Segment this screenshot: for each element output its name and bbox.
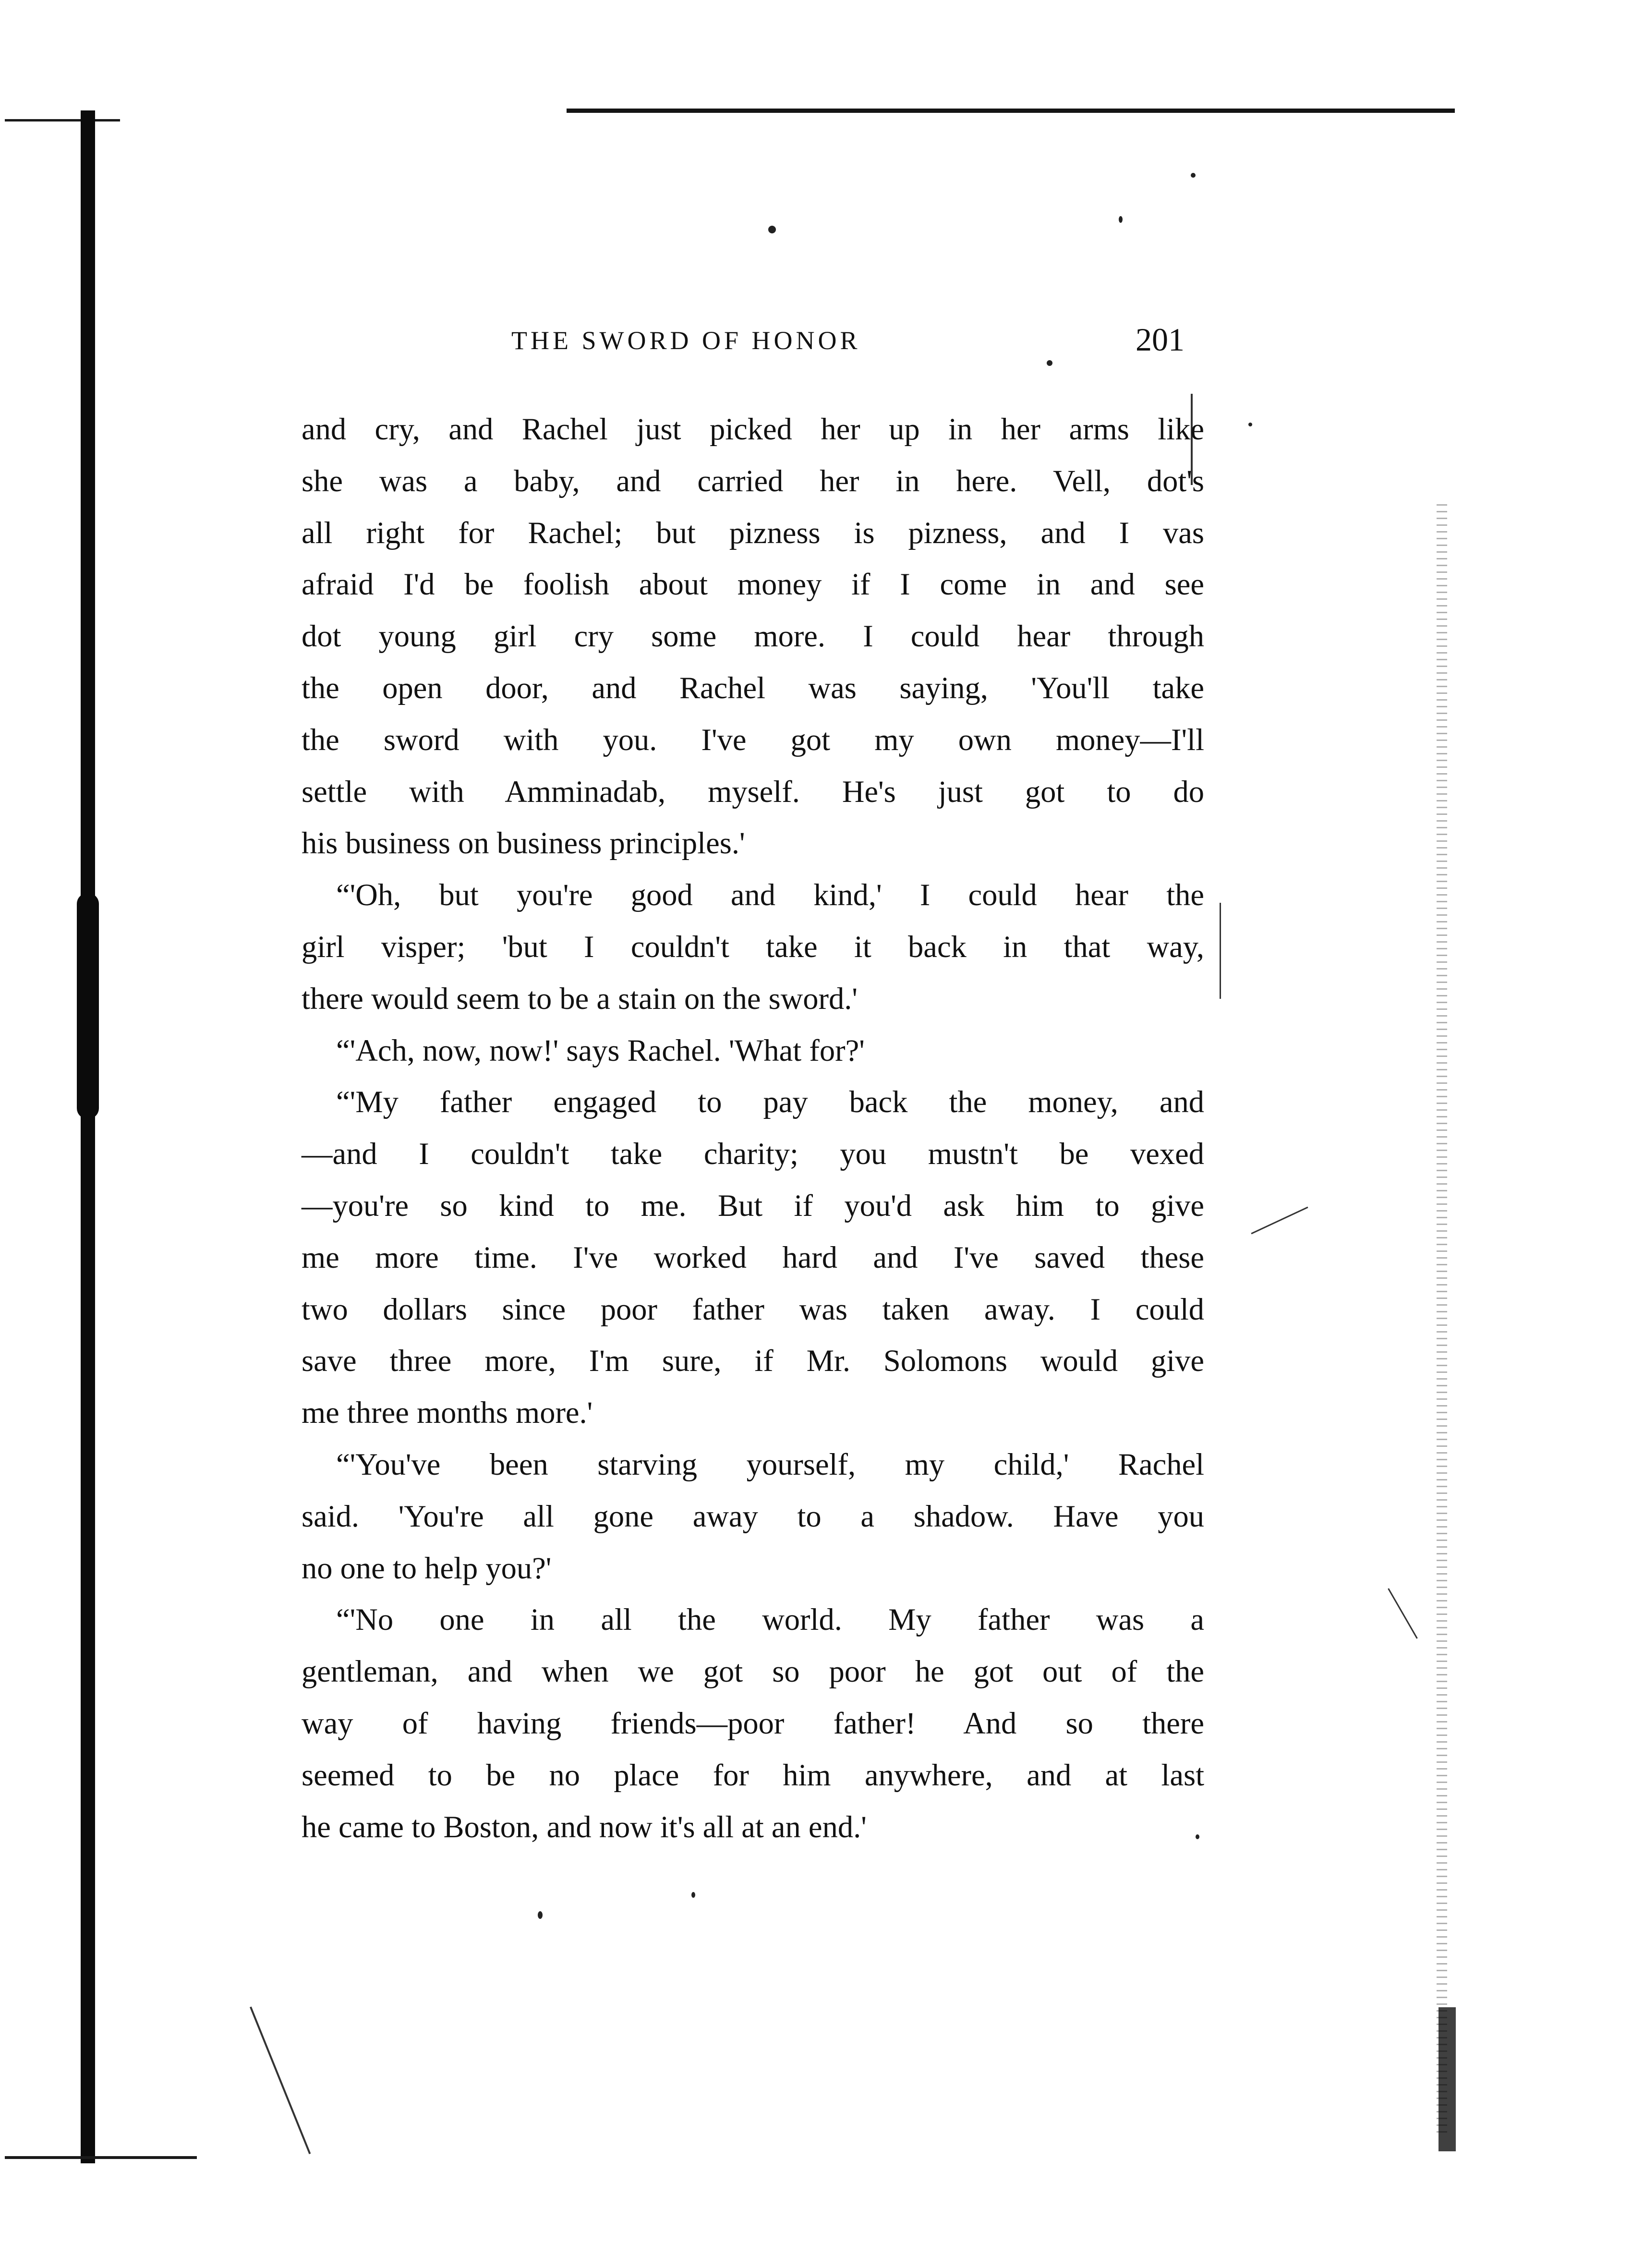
text-line: and cry, and Rachel just picked her up in her arms like bbox=[302, 412, 1204, 446]
scan-speck bbox=[768, 226, 776, 233]
text-line: he came to Boston, and now it's all at an end.' bbox=[302, 1809, 867, 1844]
text-line: “'No one in all the world. My father was a bbox=[336, 1602, 1204, 1637]
text-line: the open door, and Rachel was saying, 'You'll take bbox=[302, 670, 1204, 705]
scan-speck bbox=[1047, 360, 1052, 366]
text-line: girl visper; 'but I couldn't take it back in that way, bbox=[302, 929, 1204, 964]
text-line: all right for Rachel; but pizness is pizness, and I vas bbox=[302, 515, 1204, 550]
text-line: me more time. I've worked hard and I've saved these bbox=[302, 1240, 1204, 1274]
scan-gutter-bulge bbox=[77, 893, 99, 1119]
text-line: “'Oh, but you're good and kind,' I could hear the bbox=[336, 878, 1204, 912]
scan-stroke-mark bbox=[1388, 1588, 1418, 1638]
text-line: “'Ach, now, now!' says Rachel. 'What for?' bbox=[336, 1033, 865, 1067]
scan-gutter-bar bbox=[81, 110, 95, 2163]
text-line: —and I couldn't take charity; you mustn't be vexed bbox=[302, 1137, 1204, 1171]
text-line: two dollars since poor father was taken away. I could bbox=[302, 1292, 1204, 1326]
scan-stroke-mark bbox=[1220, 903, 1221, 999]
text-line: seemed to be no place for him anywhere, and at last bbox=[302, 1758, 1204, 1792]
text-line: there would seem to be a stain on the sword.' bbox=[302, 981, 858, 1016]
scan-speck bbox=[538, 1911, 543, 1919]
text-line: no one to help you?' bbox=[302, 1551, 552, 1585]
scan-speck bbox=[1119, 216, 1123, 223]
scan-speck bbox=[691, 1892, 695, 1898]
text-line: she was a baby, and carried her in here. Vell, dot's bbox=[302, 463, 1204, 498]
text-line: said. 'You're all gone away to a shadow. Have you bbox=[302, 1499, 1204, 1533]
scan-gutter-bottom-edge bbox=[5, 2156, 197, 2159]
text-line: gentleman, and when we got so poor he got out of the bbox=[302, 1654, 1204, 1689]
scan-speck bbox=[1191, 173, 1196, 178]
scan-stroke-mark bbox=[250, 2007, 311, 2154]
text-line: afraid I'd be foolish about money if I come in and see bbox=[302, 567, 1204, 602]
text-line: his business on business principles.' bbox=[302, 826, 745, 861]
scan-right-edge-smudge bbox=[1439, 2007, 1456, 2151]
scan-speck bbox=[1248, 423, 1252, 426]
top-rule bbox=[567, 109, 1455, 113]
text-line: save three more, I'm sure, if Mr. Solomons would give bbox=[302, 1344, 1204, 1378]
scan-right-edge-noise bbox=[1437, 504, 1447, 2137]
text-line: “'My father engaged to pay back the money, and bbox=[336, 1085, 1204, 1119]
text-line: me three months more.' bbox=[302, 1395, 593, 1430]
page-number: 201 bbox=[1136, 321, 1185, 358]
scan-stroke-mark bbox=[1251, 1207, 1308, 1235]
scan-gutter-top-edge bbox=[5, 119, 120, 121]
text-line: dot young girl cry some more. I could hear through bbox=[302, 619, 1204, 654]
text-line: settle with Amminadab, myself. He's just got to do bbox=[302, 774, 1204, 809]
text-line: “'You've been starving yourself, my child,' Rachel bbox=[336, 1447, 1204, 1481]
body-text bbox=[302, 403, 1204, 1853]
text-line: way of having friends—poor father! And so there bbox=[302, 1706, 1204, 1740]
text-line: the sword with you. I've got my own money—I'll bbox=[302, 722, 1204, 757]
running-head-title: THE SWORD OF HONOR bbox=[511, 326, 861, 355]
text-line: —you're so kind to me. But if you'd ask him to give bbox=[302, 1188, 1204, 1223]
